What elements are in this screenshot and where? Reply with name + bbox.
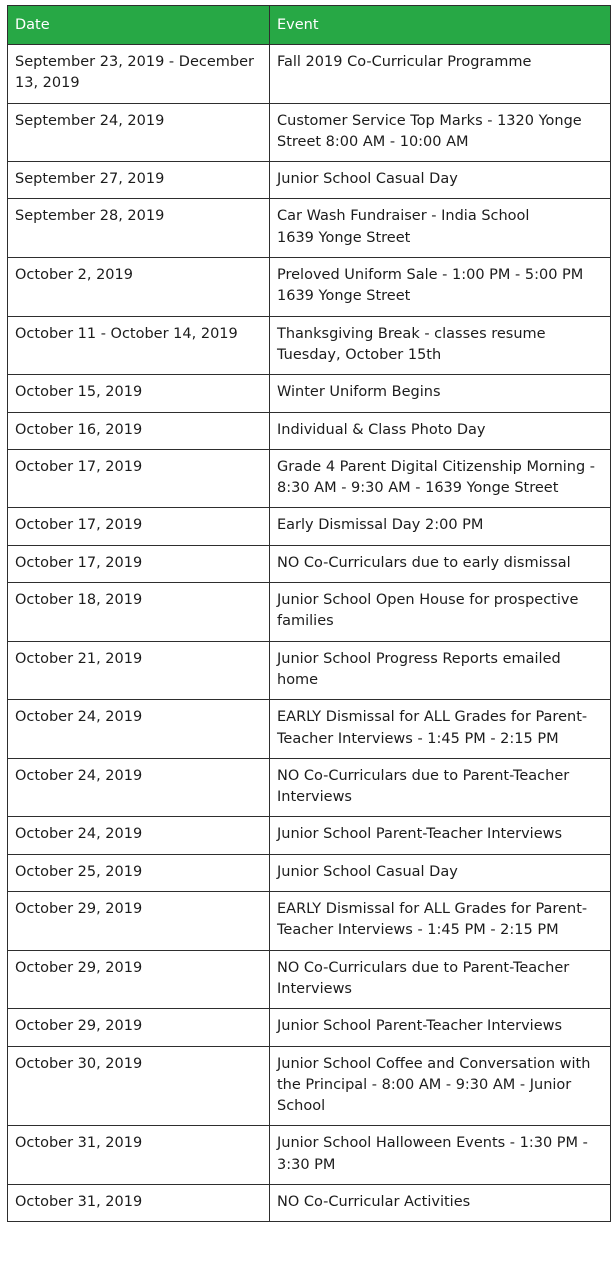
event-cell: EARLY Dismissal for ALL Grades for Parent-Teacher Interviews - 1:45 PM - 2:15 PM (270, 892, 611, 951)
table-row (8, 162, 611, 199)
table-row (8, 449, 611, 508)
date-cell: September 23, 2019 - December 13, 2019 (8, 45, 270, 104)
event-cell: Junior School Halloween Events - 1:30 PM - 3:30 PM (270, 1126, 611, 1185)
date-cell: October 15, 2019 (8, 375, 270, 412)
table-header (8, 6, 611, 45)
table-body (8, 45, 611, 1222)
event-cell: Grade 4 Parent Digital Citizenship Morning - 8:30 AM - 9:30 AM - 1639 Yonge Street (270, 449, 611, 508)
date-cell: October 29, 2019 (8, 1009, 270, 1046)
event-cell: Winter Uniform Begins (270, 375, 611, 412)
event-cell: Junior School Casual Day (270, 162, 611, 199)
date-cell: October 24, 2019 (8, 758, 270, 817)
table-row (8, 758, 611, 817)
date-column-header: Date (8, 6, 270, 45)
date-cell: October 25, 2019 (8, 854, 270, 891)
date-cell: October 17, 2019 (8, 449, 270, 508)
table-row (8, 316, 611, 375)
event-cell: EARLY Dismissal for ALL Grades for Parent-Teacher Interviews - 1:45 PM - 2:15 PM (270, 700, 611, 759)
events-table (7, 5, 611, 1222)
table-row (8, 854, 611, 891)
table-row (8, 45, 611, 104)
date-cell: October 21, 2019 (8, 641, 270, 700)
table-row (8, 1126, 611, 1185)
event-cell: Junior School Coffee and Conversation with the Principal - 8:00 AM - 9:30 AM - Junior School (270, 1046, 611, 1126)
table-row (8, 817, 611, 854)
table-row (8, 1046, 611, 1126)
date-cell: October 30, 2019 (8, 1046, 270, 1126)
date-cell: October 11 - October 14, 2019 (8, 316, 270, 375)
date-cell: October 31, 2019 (8, 1126, 270, 1185)
date-cell: October 31, 2019 (8, 1184, 270, 1221)
date-cell: October 17, 2019 (8, 508, 270, 545)
date-cell: September 27, 2019 (8, 162, 270, 199)
table-row (8, 700, 611, 759)
date-cell: September 28, 2019 (8, 199, 270, 258)
event-cell: Junior School Progress Reports emailed home (270, 641, 611, 700)
date-cell: September 24, 2019 (8, 103, 270, 162)
table-row (8, 1009, 611, 1046)
event-cell: Junior School Parent-Teacher Interviews (270, 1009, 611, 1046)
table-row (8, 199, 611, 258)
table-row (8, 583, 611, 642)
event-cell: Thanksgiving Break - classes resume Tuesday, October 15th (270, 316, 611, 375)
date-cell: October 24, 2019 (8, 817, 270, 854)
table-row (8, 103, 611, 162)
table-row (8, 545, 611, 582)
table-row (8, 950, 611, 1009)
date-cell: October 17, 2019 (8, 545, 270, 582)
event-cell: NO Co-Curriculars due to early dismissal (270, 545, 611, 582)
event-cell: Junior School Casual Day (270, 854, 611, 891)
event-cell: NO Co-Curricular Activities (270, 1184, 611, 1221)
table-row (8, 1184, 611, 1221)
table-row (8, 375, 611, 412)
table-row (8, 641, 611, 700)
table-row (8, 508, 611, 545)
table-row (8, 258, 611, 317)
event-cell: Individual & Class Photo Day (270, 412, 611, 449)
event-column-header: Event (270, 6, 611, 45)
date-cell: October 16, 2019 (8, 412, 270, 449)
date-cell: October 29, 2019 (8, 950, 270, 1009)
header-row (8, 6, 611, 45)
event-cell: Junior School Open House for prospective families (270, 583, 611, 642)
event-cell: Car Wash Fundraiser - India School 1639 Yonge Street (270, 199, 611, 258)
date-cell: October 2, 2019 (8, 258, 270, 317)
table-row (8, 412, 611, 449)
date-cell: October 24, 2019 (8, 700, 270, 759)
event-cell: NO Co-Curriculars due to Parent-Teacher Interviews (270, 758, 611, 817)
event-cell: Fall 2019 Co-Curricular Programme (270, 45, 611, 104)
event-cell: Customer Service Top Marks - 1320 Yonge Street 8:00 AM - 10:00 AM (270, 103, 611, 162)
date-cell: October 29, 2019 (8, 892, 270, 951)
event-cell: Junior School Parent-Teacher Interviews (270, 817, 611, 854)
event-cell: Preloved Uniform Sale - 1:00 PM - 5:00 PM 1639 Yonge Street (270, 258, 611, 317)
event-cell: NO Co-Curriculars due to Parent-Teacher Interviews (270, 950, 611, 1009)
table-row (8, 892, 611, 951)
date-cell: October 18, 2019 (8, 583, 270, 642)
event-cell: Early Dismissal Day 2:00 PM (270, 508, 611, 545)
